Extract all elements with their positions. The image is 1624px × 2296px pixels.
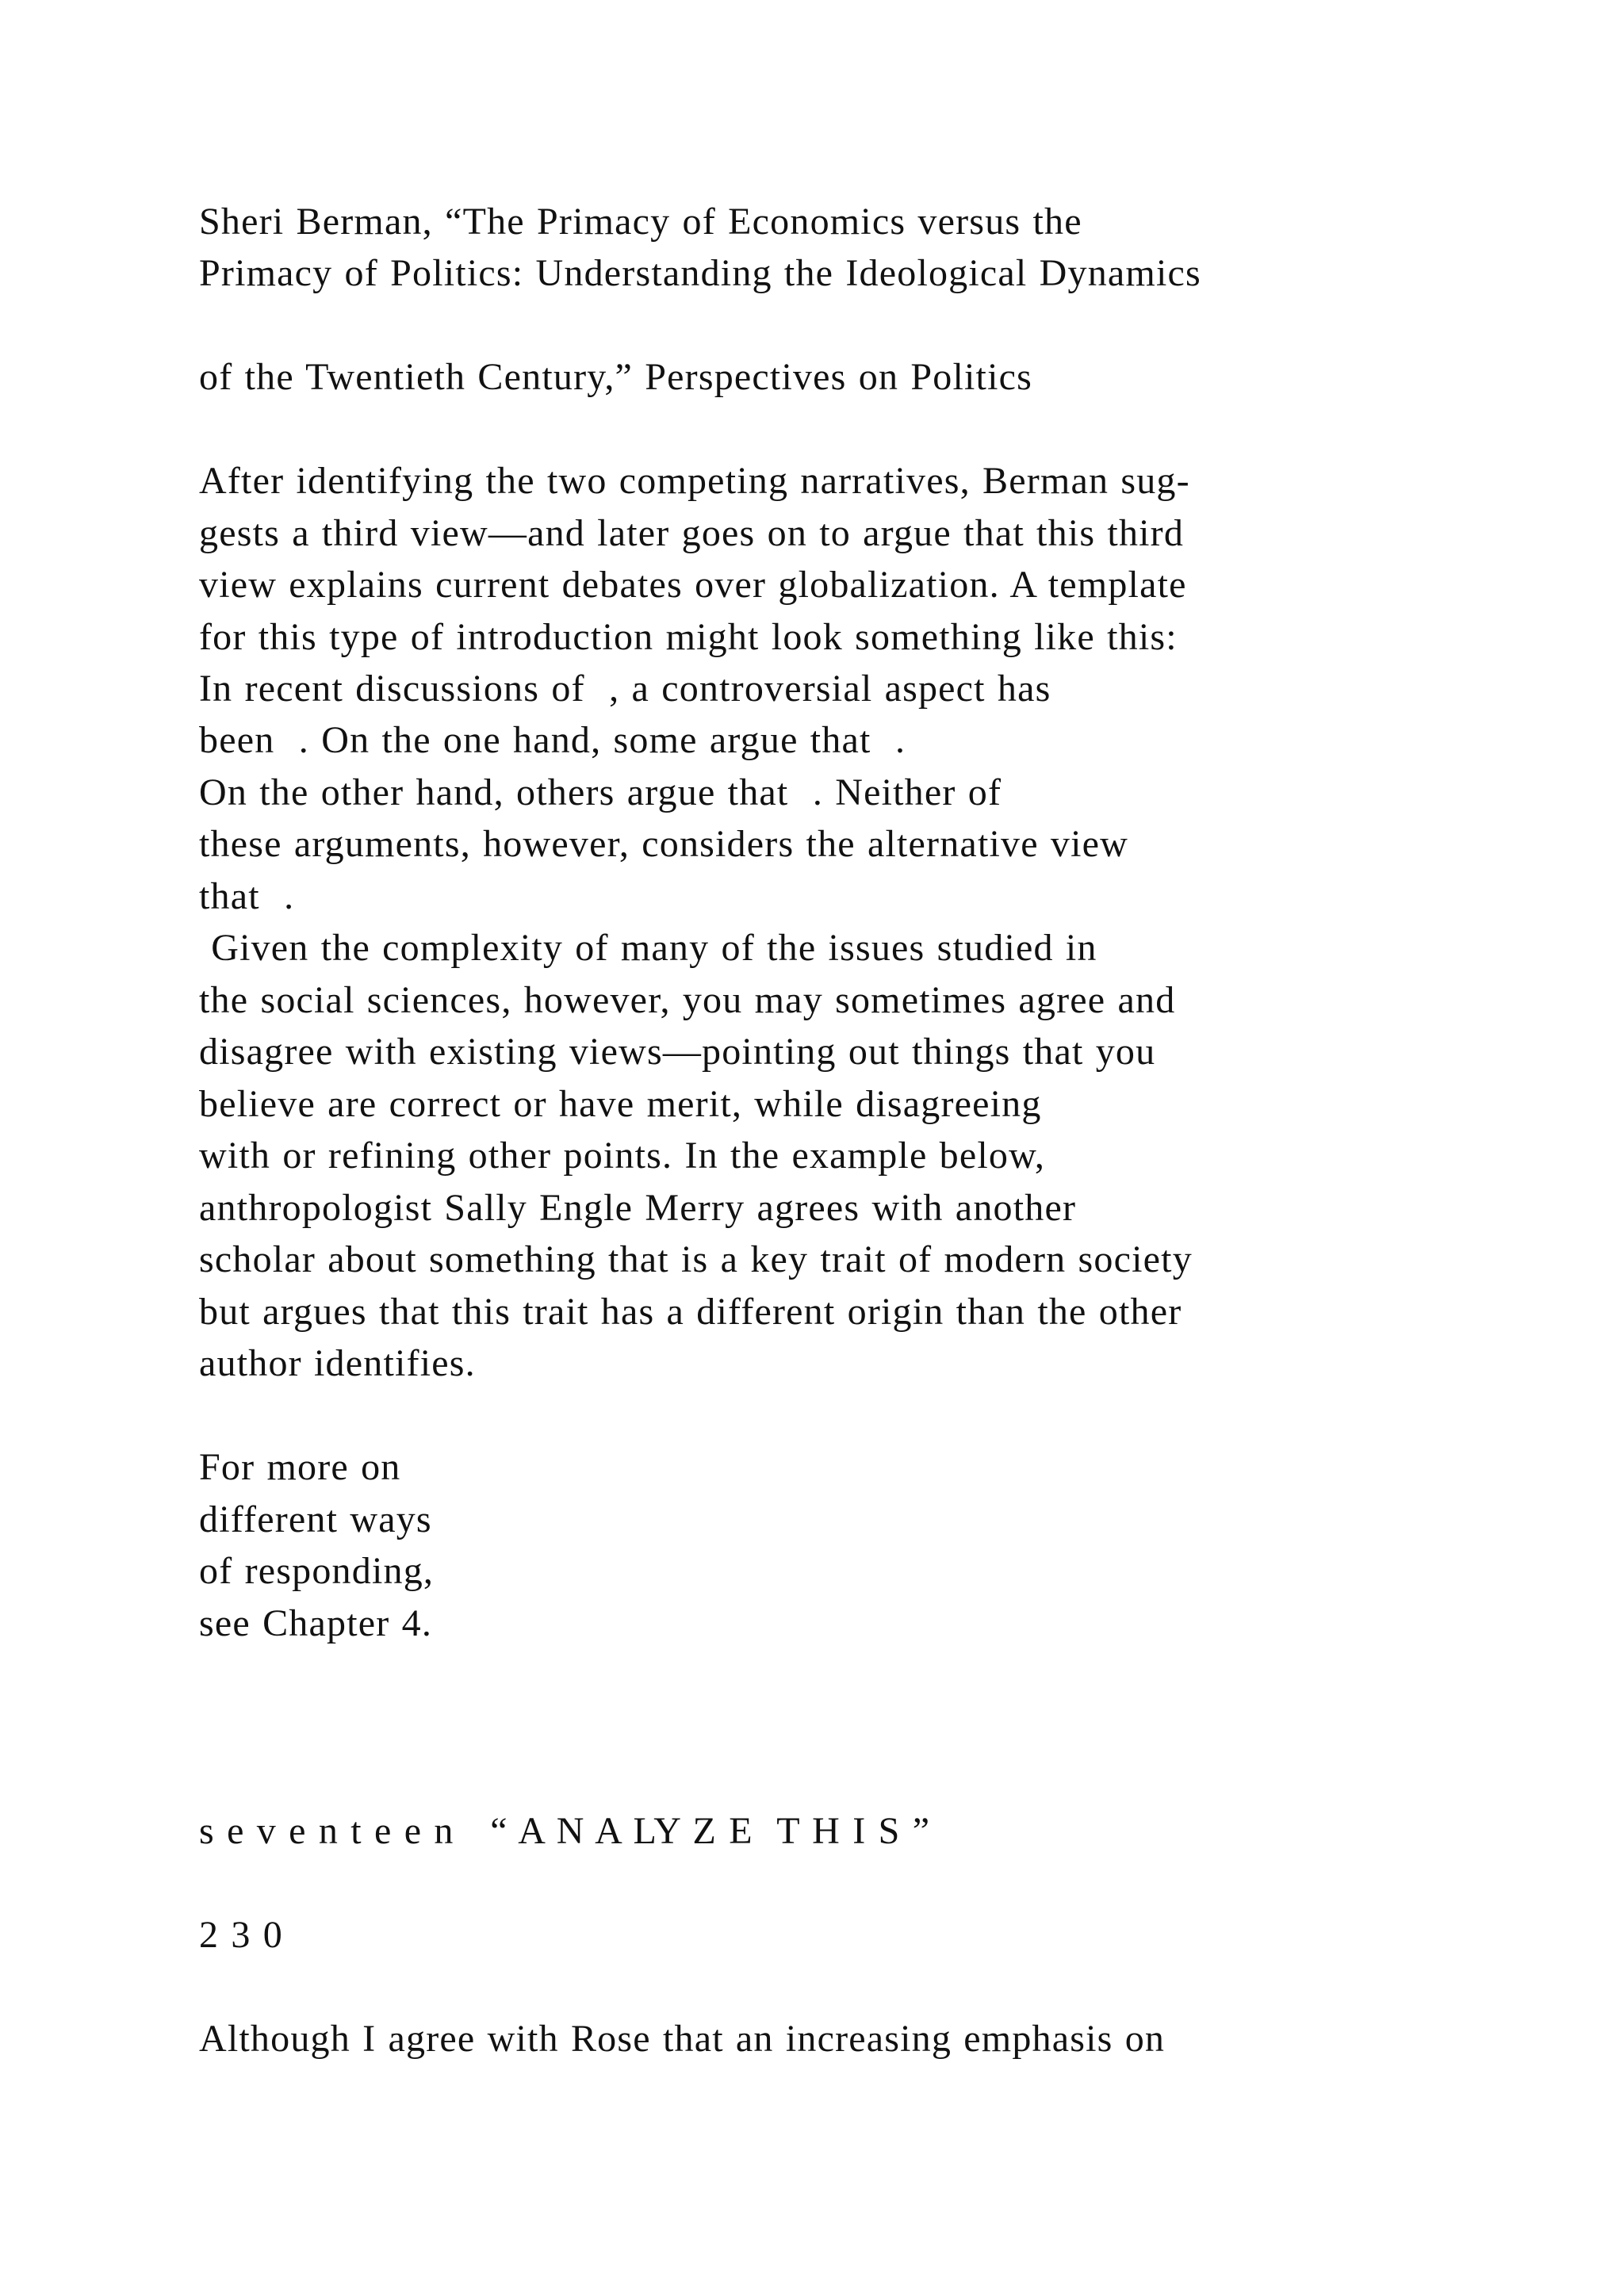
body-line-7: disagree with existing views—pointing out things that you	[199, 1031, 1156, 1073]
margin-note-line-3: of responding,	[199, 1550, 435, 1592]
margin-note-line-2: different ways	[199, 1498, 432, 1540]
body-line-8: believe are correct or have merit, while disagreeing	[199, 1083, 1042, 1125]
body-line-9: with or refining other points. In the example below,	[199, 1135, 1046, 1177]
closing-line: Although I agree with Rose that an increasing emphasis on	[199, 2018, 1166, 2060]
page-number: 2 3 0	[199, 1914, 283, 1956]
body-line-12: but argues that this trait has a different origin than the other	[199, 1291, 1182, 1333]
template-line-2: been . On the one hand, some argue that .	[199, 719, 906, 761]
running-header: s e v e n t e e n “ A N A LY Z E T H I S ”	[199, 1810, 931, 1852]
body-line-6: the social sciences, however, you may sometimes agree and	[199, 979, 1176, 1021]
citation-line-1: Sheri Berman, “The Primacy of Economics versus the	[199, 201, 1082, 243]
body-line-10: anthropologist Sally Engle Merry agrees with another	[199, 1187, 1077, 1229]
template-line-5: that .	[199, 875, 295, 917]
citation-line-3: of the Twentieth Century,” Perspectives on Politics	[199, 356, 1032, 398]
body-line-4: for this type of introduction might look something like this:	[199, 616, 1178, 658]
template-line-1: In recent discussions of , a controversial aspect has	[199, 668, 1051, 710]
body-line-1: After identifying the two competing narratives, Berman sug-	[199, 460, 1190, 502]
template-line-3: On the other hand, others argue that . Neither of	[199, 771, 1002, 813]
citation-line-2: Primacy of Politics: Understanding the Ideological Dynamics	[199, 252, 1201, 294]
body-line-5: Given the complexity of many of the issues studied in	[199, 927, 1097, 969]
body-line-13: author identifies.	[199, 1342, 476, 1384]
template-line-4: these arguments, however, considers the alternative view	[199, 823, 1129, 865]
margin-note-line-1: For more on	[199, 1446, 401, 1488]
body-line-2: gests a third view—and later goes on to argue that this third	[199, 512, 1185, 554]
body-line-11: scholar about something that is a key trait of modern society	[199, 1238, 1193, 1280]
margin-note-line-4: see Chapter 4.	[199, 1602, 433, 1644]
body-line-3: view explains current debates over globalization. A template	[199, 564, 1187, 606]
